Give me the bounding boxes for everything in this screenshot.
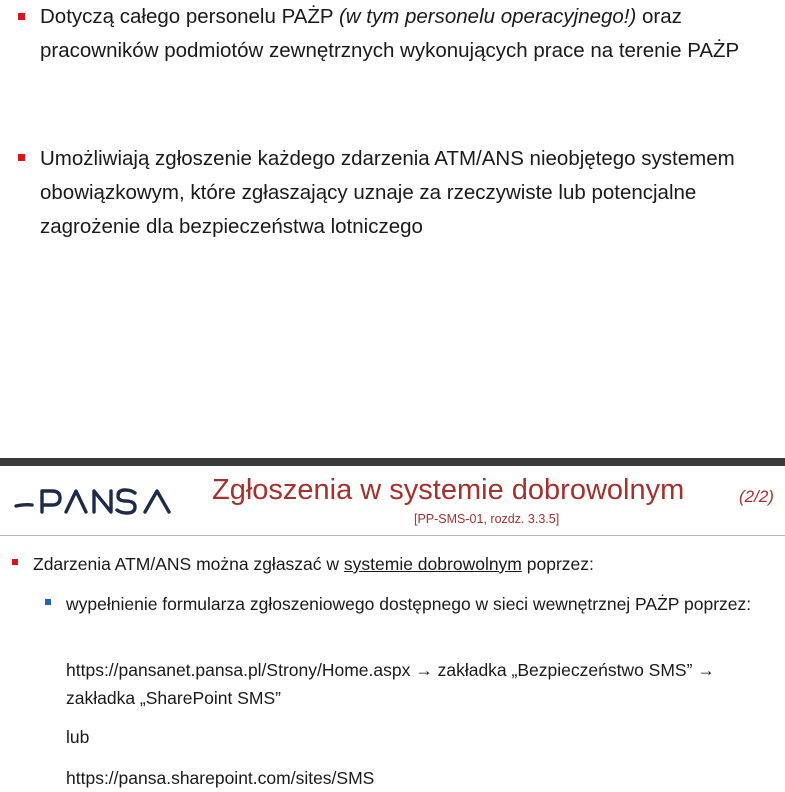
or-text: lub xyxy=(66,727,90,747)
bullet-square xyxy=(12,559,18,565)
slide-bottom xyxy=(0,466,785,792)
bullet1-text-start: Dotyczą całego personelu PAŻP xyxy=(40,5,339,28)
sub-bullet-square xyxy=(45,599,51,605)
document-reference: [PP-SMS-01, rozdz. 3.3.5] xyxy=(414,512,560,526)
bullet-square xyxy=(18,154,25,161)
slide-title: Zgłoszenia w systemie dobrowolnym xyxy=(212,474,685,506)
bullet-text-1 xyxy=(40,0,785,68)
title-rule xyxy=(0,535,785,536)
sub-bullet-text: wypełnienie formularza zgłoszeniowego dostępnego w sieci wewnętrznej PAŻP poprzez: xyxy=(66,594,752,614)
bullet1-emphasis: (w tym personelu operacyjnego!) xyxy=(338,5,637,28)
main-bullet-text xyxy=(33,550,594,578)
bullet-square xyxy=(18,13,25,20)
pansanet-path: https://pansanet.pansa.pl/Strony/Home.aspx → zakładka „Bezpieczeństwo SMS” → zakładka „SharePoint SMS” xyxy=(66,660,715,708)
voluntary-system-link[interactable]: systemie dobrowolnym xyxy=(343,554,522,574)
pansa-logo xyxy=(14,484,186,518)
main-bullet-end: poprzez: xyxy=(521,554,594,574)
bullet-text-2: Umożliwiają zgłoszenie każdego zdarzenia ATM/ANS nieobjętego systemem obowiązkowym, które zgłaszający uznaje za rzeczywiste lub potencjalne zagrożenie dla bezpieczeństwa lotniczego xyxy=(40,147,735,238)
page-indicator: (2/2) xyxy=(739,487,774,506)
sharepoint-url: https://pansa.sharepoint.com/sites/SMS xyxy=(66,768,375,788)
slide-divider xyxy=(0,458,785,466)
main-bullet-start: Zdarzenia ATM/ANS można zgłaszać w xyxy=(33,554,344,574)
bullet1-text-end: oraz pracowników podmiotów zewnętrznych wykonujących prace na terenie PAŻP xyxy=(40,5,740,62)
